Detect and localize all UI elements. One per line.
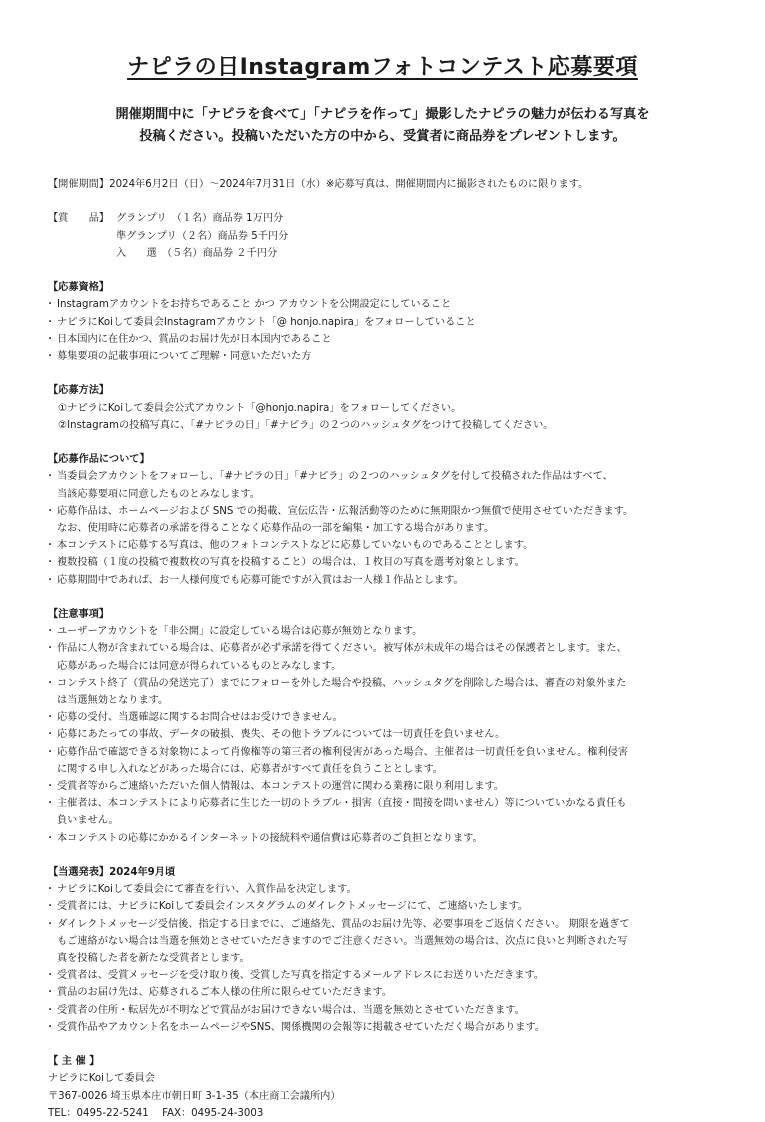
notes-heading: 【注意事項】 bbox=[48, 609, 110, 620]
list-item bbox=[48, 916, 718, 968]
list-item-line: ・ 作品に人物が含まれている場合は、応募者が必ず承諾を得てください。被写体が未成年の場合はその保護者とします。また、 bbox=[57, 643, 627, 655]
works-heading: 【応募作品について】 bbox=[48, 454, 150, 466]
list-item bbox=[48, 537, 718, 554]
list-item-line: ・ 本コンテストに応募する写真は、他のフォトコンテストなどに応募していないものであることとします。 bbox=[57, 540, 534, 552]
list-item-line: なお、使用時に応募者の承諾を得ることなく応募作品の一部を編集・加工する場合があります。 bbox=[57, 523, 495, 534]
list-item bbox=[48, 778, 718, 795]
prizes-section bbox=[48, 210, 718, 262]
list-item-line: ・ ユーザーアカウントを「非公開」に設定している場合は応募が無効となります。 bbox=[57, 626, 423, 638]
event-period: 【開催期間】2024年6月2日（日）～2024年7月31日（水）※応募写真は、開催期間内に撮影されたものに限ります。 bbox=[48, 179, 589, 190]
organizer-block bbox=[48, 1053, 718, 1122]
list-item-line: ・ 複数投稿（１度の投稿で複数枚の写真を投稿すること）の場合は、１枚目の写真を選考対象とします。 bbox=[57, 557, 525, 569]
prize-item: グランプリ （１名）商品券 1万円分 bbox=[116, 213, 284, 225]
intro-line: 投稿ください。投稿いただいた方の中から、受賞者に商品券をプレゼントします。 bbox=[139, 129, 626, 144]
organizer-name: ナピラにKoiして委員会 bbox=[48, 1073, 155, 1085]
method-step: ①ナピラにKoiして委員会公式アカウント「@honjo.napira」をフォローしてください。 bbox=[58, 402, 462, 414]
list-item-line: ・ ダイレクトメッセージ受信後、指定する日までに、ご連絡先、賞品のお届け先等、必要事項をご返信ください。 期限を過ぎて bbox=[57, 918, 630, 930]
prize-item: 入 選 （５名）商品券 ２千円分 bbox=[116, 247, 278, 259]
list-item-line: に関する申し入れなどがあった場合には、応募者がすべて責任を負うこととします。 bbox=[57, 763, 443, 775]
list-item bbox=[48, 967, 718, 984]
method-step: ②Instagramの投稿写真に、「#ナピラの日」「#ナピラ」の２つのハッシュタグをつけて投稿してください。 bbox=[58, 419, 554, 431]
list-item-line: ・ コンテスト終了（賞品の発送完了）までにフォローを外した場合や投稿、ハッシュタグを削除した場合は、審査の対象外また bbox=[57, 677, 627, 689]
eligibility-heading: 【応募資格】 bbox=[48, 282, 110, 294]
list-item-line: ・ 賞品のお届け先は、応募されるご本人様の住所に限らせていただきます。 bbox=[57, 987, 393, 999]
list-item-line: ・ 受賞者の住所・転居先が不明などで賞品がお届けできない場合は、当選を無効とさせていただきます。 bbox=[57, 1004, 525, 1016]
list-item-line: ・ 受賞者には、ナピラにKoiして委員会インスタグラムのダイレクトメッセージにて、ご連絡いたします。 bbox=[57, 901, 529, 913]
list-item bbox=[48, 1019, 718, 1036]
list-item bbox=[48, 1002, 718, 1019]
list-item-line: ・ 受賞者等からご連絡いただいた個人情報は、本コンテストの運営に関わる業務に限り利用します。 bbox=[57, 781, 505, 793]
list-item-line: ・ 募集要項の記載事項についてご理解・同意いただいた方 bbox=[57, 351, 312, 362]
list-item-line: ・ 応募期間中であれば、お一人様何度でも応募可能ですが入賞はお一人様１作品とします。 bbox=[57, 574, 464, 586]
intro-text bbox=[40, 104, 725, 148]
list-item-line: 負いません。 bbox=[57, 815, 119, 827]
list-item-line: 当該応募要項に同意したものとみなします。 bbox=[57, 488, 260, 500]
list-item bbox=[48, 468, 718, 502]
list-item-line: もご連絡がない場合は当選を無効とさせていただきますのでご注意ください。当選無効の場合は、次点に良いと判断された写 bbox=[57, 935, 628, 947]
works-list bbox=[48, 468, 718, 588]
list-item-line: ・ 日本国内に在住かつ、賞品のお届け先が日本国内であること bbox=[57, 333, 332, 345]
list-item-line: ・ ナピラにKoiして委員会にて審査を行い、入賞作品を決定します。 bbox=[57, 884, 357, 896]
list-item bbox=[48, 554, 718, 571]
list-item bbox=[48, 640, 718, 674]
list-item bbox=[48, 898, 718, 915]
guidelines-body bbox=[48, 176, 718, 1122]
list-item-line: ・ ナピラにKoiして委員会Instagramアカウント「@ honjo.napira」をフォローしていること bbox=[57, 316, 476, 328]
page-title: ナピラの日Instagramフォトコンテスト応募要項 bbox=[127, 55, 638, 80]
announcement-list bbox=[48, 881, 718, 1036]
list-item bbox=[48, 314, 718, 331]
list-item bbox=[48, 675, 718, 709]
list-item-line: ・ 受賞作品やアカウント名をホームページやSNS、関係機関の会報等に掲載させていただく場合があります。 bbox=[57, 1021, 546, 1033]
organizer-address: 〒367-0026 埼玉県本庄市朝日町 3-1-35（本庄商工会議所内） bbox=[48, 1090, 341, 1102]
list-item bbox=[48, 623, 718, 640]
list-item bbox=[48, 331, 718, 348]
prize-item: 準グランプリ（２名）商品券 5千円分 bbox=[116, 230, 289, 242]
list-item bbox=[48, 503, 718, 537]
list-item-line: ・ Instagramアカウントをお持ちであること かつ アカウントを公開設定にしていること bbox=[57, 299, 452, 311]
list-item-line: ・ 当委員会アカウントをフォローし、「#ナピラの日」「#ナピラ」の２つのハッシュタグを付して投稿された作品はすべて、 bbox=[57, 471, 613, 483]
intro-line: 開催期間中に「ナピラを食べて」「ナピラを作って」撮影したナピラの魅力が伝わる写真を bbox=[115, 107, 650, 122]
list-item-line: ・ 主催者は、本コンテストにより応募者に生じた一切のトラブル・損害（直接・間接を問いません）等についていかなる責任も bbox=[57, 798, 627, 810]
organizer-contact: TEL：0495-22-5241 FAX：0495-24-3003 bbox=[48, 1107, 264, 1119]
list-item bbox=[48, 795, 718, 829]
list-item-line: ・ 応募の受付、当選確認に関するお問合せはお受けできません。 bbox=[57, 712, 343, 724]
eligibility-list bbox=[48, 296, 718, 365]
list-item bbox=[48, 709, 718, 726]
method-heading: 【応募方法】 bbox=[48, 385, 110, 397]
announcement-heading: 【当選発表】2024年9月頃 bbox=[48, 867, 176, 879]
list-item-line: ・ 応募作品で確認できる対象物によって肖像権等の第三者の権利侵害があった場合、主催者は一切責任を負いません。権利侵害 bbox=[57, 746, 629, 758]
list-item-line: 応募があった場合には同意が得られているものとみなします。 bbox=[57, 660, 342, 672]
list-item-line: は当選無効となります。 bbox=[57, 695, 169, 707]
list-item-line: ・ 応募にあたっての事故、データの破損、喪失、その他トラブルについては一切責任を負いません。 bbox=[57, 729, 506, 741]
list-item bbox=[48, 830, 718, 847]
list-item bbox=[48, 572, 718, 589]
list-item bbox=[48, 348, 718, 365]
list-item bbox=[48, 726, 718, 743]
list-item bbox=[48, 744, 718, 778]
list-item bbox=[48, 881, 718, 898]
prizes-heading: 【賞 品】 bbox=[48, 213, 110, 225]
list-item-line: ・ 応募作品は、ホームページおよび SNS での掲載、宣伝広告・広報活動等のために無期限かつ無償で使用させていただきます。 bbox=[57, 505, 634, 517]
list-item-line: 真を投稿した者を新たな受賞者とします。 bbox=[57, 953, 250, 965]
list-item bbox=[48, 296, 718, 313]
organizer-heading: 【 主 催 】 bbox=[48, 1056, 100, 1068]
notes-list bbox=[48, 623, 718, 847]
list-item bbox=[48, 984, 718, 1001]
list-item-line: ・ 受賞者は、受賞メッセージを受け取り後、受賞した写真を指定するメールアドレスにお送りいただきます。 bbox=[57, 970, 545, 982]
list-item-line: ・ 本コンテストの応募にかかるインターネットの接続料や通信費は応募者のご負担となります。 bbox=[57, 832, 483, 844]
